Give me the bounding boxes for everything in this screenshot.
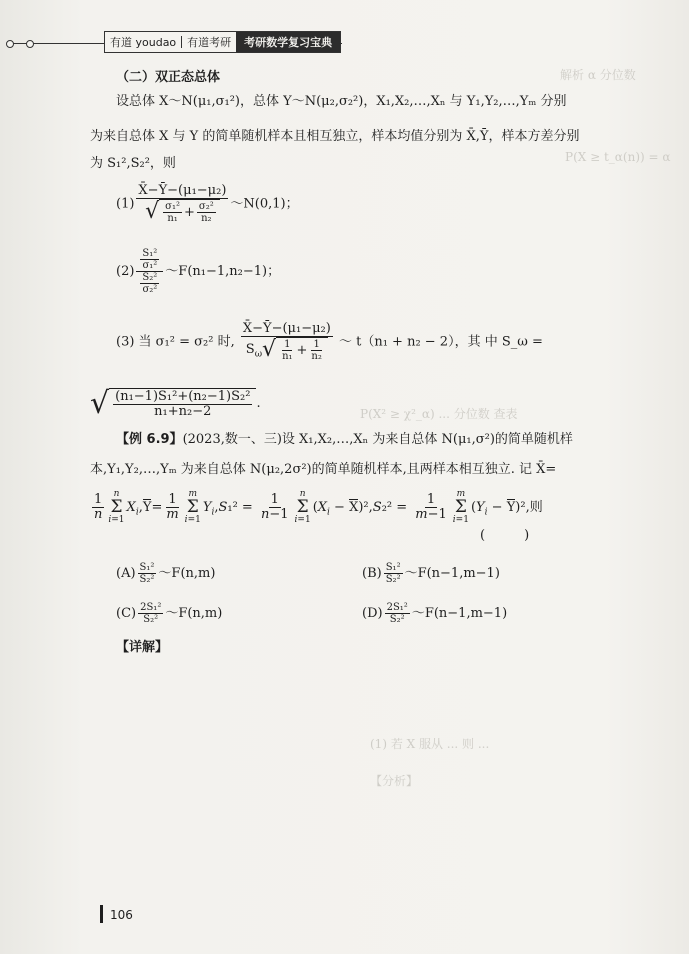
formula-3: [116, 322, 543, 362]
option-key: (A): [116, 566, 136, 581]
sw-denominator: n₁+n₂−2: [154, 404, 212, 419]
answer-blank: ( ): [480, 528, 530, 543]
fraction: [241, 322, 333, 362]
header-dot: [26, 40, 34, 48]
formula-2: [116, 248, 280, 295]
fraction: [136, 184, 228, 224]
fraction: $\frac{\frac{\text{S₁²}}{\text{σ₁²}}}{\frac{\text{S₂²}}{\text{σ₂²}}}$: [136, 248, 163, 295]
intro-line-2: 为来自总体 X 与 Y 的简单随机样本且相互独立，样本均值分别为 X̄,Ȳ，样本方差分别: [90, 129, 580, 144]
running-header: [104, 31, 341, 53]
book-page: 解析 α 分位数 P(X ≥ t_α(n)) = α P(X² ≥ χ²_α) ... 分位数 查表 (1) 若 X 服从 ... 则 ... 【分析】 有道 youdao 有道考研 考研数学复习宝典 （二）双正态总体 设总体 X～N(μ₁,σ₁²)，总体 Y～N(μ₂,σ₂²)，X₁,X₂,…,Xₙ 与 Y₁,Y₂,…,Yₘ 分别 为来自总体 X 与 Y 的简单随机样本且相互独立，样本均值分别为 X̄,Ȳ，样本方差分别 为 S₁²,S₂²，则 (1) X̄−Ȳ−(μ₁−μ₂) √ $\frac{\text{σ₁²}}{\text{n₁}}$ + $\frac{\text{σ₂²}}{\text{n₂}}$ ～N(0,1)； (2) $\frac{\frac{\text{S₁²}}{\text{σ₁²}}}{\frac{\text{S₂²}}{\text{σ₂²}}}$ ～F(n₁−1,n₂−1)； (3) 当 σ₁² = σ₂² 时, X̄−Ȳ−(μ₁−μ₂) $S_\omega$ √ $\frac{1}{\text{n₁}}$ + $\frac{1}{\text{n₂}}$ ～ t（n₁ + n₂ − 2），其 中 S_ω = √ $\frac{\text{(n₁−1)S₁²+(n₂−1)S₂²}}{\text{n₁+n₂−2}}$ . 【例 6.9】(2023,数一、三)设 X₁,X₂,…,Xₙ 为来自总体 N(μ₁,σ²)的简单随机样 本,Y₁,Y₂,…,Yₘ 为来自总体 N(μ₂,2σ²)的简单随机样本,且两样本相互独立. 记 X̄= $\frac{1}{n}$ n Σ i=1 $X_i,Y=$ $\frac{1}{m}$ m Σ i=1 $Y_i,S_1^2$ = $\frac{1}{n-1}$ n Σ i=1 $(X_i - X)^2,S_2^2$ = $\frac{1}{m-1}$ m Σ i=1 $(Y_i - Y)^2$,则 ( ) (A) $\frac{\text{S₁²}}{\text{S₂²}}$ ～F(n,m) (B) $\frac{\text{S₁²}}{\text{S₂²}}$ ～F(n−1,m−1) (C) $\frac{\text{2S₁²}}{\text{S₂²}}$ ～F(n,m) (D) $\frac{\text{2S₁²}}{\text{S₂²}}$ ～F(n−1,m−1) 【详解】 106: [0, 0, 689, 954]
option-d: (D) $\frac{\text{2S₁²}}{\text{S₂²}}$ ～F(n−1,m−1): [362, 602, 508, 625]
option-key: (C): [116, 606, 137, 621]
sw-numerator: (n₁−1)S₁²+(n₂−1)S₂²: [115, 389, 251, 404]
example-tag: 【例 6.9】: [116, 432, 183, 447]
publisher-label: 有道考研: [187, 36, 232, 49]
example-definitions: $\frac{1}{n}$ n Σ i=1 $X_i,Y=$ $\frac{1}{m}$ m Σ i=1 $Y_i,S_1^2$ = $\frac{1}{n-1}$ n Σ i=1 $(X_i - X)^2,S_2^2$ = $\frac{1}{m-1}$ m Σ i=1 $(Y_i - Y)^2$,则: [94, 489, 543, 525]
series-title: 考研数学复习宝典: [236, 32, 340, 52]
distribution: ～N(0,1)；: [230, 196, 299, 212]
option-key: (B): [362, 566, 382, 581]
page-number-bar: [100, 905, 103, 923]
option-key: (D): [362, 606, 383, 621]
solution-label: 【详解】: [116, 640, 169, 655]
example-line-1: 【例 6.9】(2023,数一、三)设 X₁,X₂,…,Xₙ 为来自总体 N(μ₁,σ²)的简单随机样: [116, 432, 573, 447]
denominator: $S_\omega$ √ $\frac{1}{\text{n₁}}$ + $\frac{1}{\text{n₂}}$: [244, 337, 330, 362]
example-line-2: 本,Y₁,Y₂,…,Yₘ 为来自总体 N(μ₂,2σ²)的简单随机样本,且两样本相互独立. 记 X̄=: [90, 462, 557, 477]
denominator: √ $\frac{\text{σ₁²}}{\text{n₁}}$ + $\frac{\text{σ₂²}}{\text{n₂}}$: [143, 199, 222, 224]
numerator: X̄−Ȳ−(μ₁−μ₂): [242, 321, 331, 336]
option-c: (C) $\frac{\text{2S₁²}}{\text{S₂²}}$ ～F(n,m): [116, 602, 223, 625]
intro-line-1: 设总体 X～N(μ₁,σ₁²)，总体 Y～N(μ₂,σ₂²)，X₁,X₂,…,Xₙ 与 Y₁,Y₂,…,Yₘ 分别: [116, 94, 567, 109]
item-label: (3) 当 σ₁² = σ₂² 时,: [116, 334, 235, 350]
brand-logo: 有道 youdao: [110, 36, 177, 49]
option-b: (B) $\frac{\text{S₁²}}{\text{S₂²}}$ ～F(n−1,m−1): [362, 562, 500, 585]
numerator: X̄−Ȳ−(μ₁−μ₂): [138, 183, 227, 198]
item-label: (2): [116, 264, 135, 279]
item-label: (1): [116, 196, 135, 212]
option-a: (A) $\frac{\text{S₁²}}{\text{S₂²}}$ ～F(n,m): [116, 562, 216, 585]
intro-line-3: 为 S₁²,S₂²，则: [90, 156, 176, 171]
distribution: ～ t（n₁ + n₂ − 2），其 中 S_ω =: [338, 334, 543, 350]
page-number: 106: [110, 908, 133, 922]
pooled-sd-formula: √ $\frac{\text{(n₁−1)S₁²+(n₂−1)S₂²}}{\text{n₁+n₂−2}}$ .: [90, 385, 261, 421]
distribution: ～F(n₁−1,n₂−1)；: [165, 264, 281, 279]
header-dot: [6, 40, 14, 48]
formula-1: [116, 184, 299, 224]
section-title: （二）双正态总体: [116, 70, 221, 85]
